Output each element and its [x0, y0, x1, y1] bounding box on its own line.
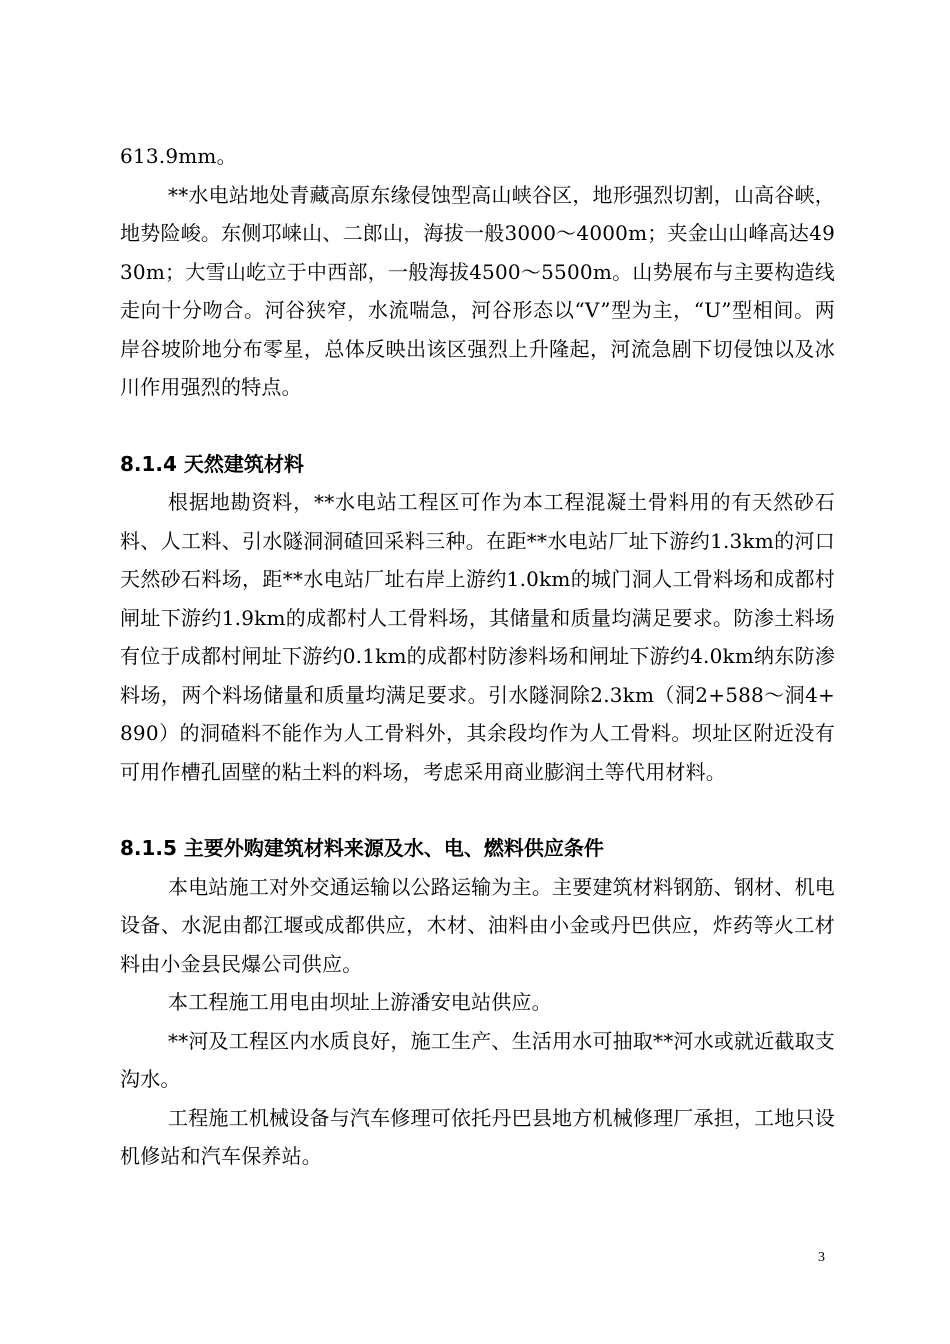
paragraph-natural-materials: 根据地勘资料，**水电站工程区可作为本工程混凝土骨料用的有天然砂石料、人工料、引水隧洞洞碴回采料三种。在距**水电站厂址下游约1.3km的河口天然砂石料场，距**水电站厂址右岸上游约1.0km的城门洞人工骨料场和成都村闸址下游约1.9km的成都村人工骨料场，其储量和质量均满足要求。防渗土料场有位于成都村闸址下游约0.1km的成都村防渗料场和闸址下游约4.0km纳东防渗料场，两个料场储量和质量均满足要求。引水隧洞除2.3km（洞2+588～洞4+890）的洞碴料不能作为人工骨料外，其余段均作为人工骨料。坝址区附近没有可用作槽孔固壁的粘土料的料场，考虑采用商业膨润土等代用材料。	[120, 490, 835, 784]
section-heading-8-1-4: 8.1.4 天然建筑材料	[120, 451, 304, 476]
paragraph-topography: **水电站地处青藏高原东缘侵蚀型高山峡谷区，地形强烈切割，山高谷峡，地势险峻。东侧邛崃山、二郎山，海拔一般3000～4000m；夹金山山峰高达4930m；大雪山屹立于中西部，一般海拔4500～5500m。山势展布与主要构造线走向十分吻合。河谷狭窄，水流喘急，河谷形态以“V”型为主，“U”型相间。两岸谷坡阶地分布零星，总体反映出该区强烈上升隆起，河流急剧下切侵蚀以及冰川作用强烈的特点。	[120, 182, 835, 399]
page-number: 3	[818, 1250, 825, 1265]
document-body	[120, 137, 835, 1176]
section-heading-8-1-5: 8.1.5 主要外购建筑材料来源及水、电、燃料供应条件	[120, 836, 604, 860]
paragraph-power-supply: 本工程施工用电由坝址上游潘安电站供应。	[168, 990, 552, 1014]
paragraph-water-supply: **河及工程区内水质良好，施工生产、生活用水可抽取**河水或就近截取支沟水。	[120, 1028, 835, 1091]
paragraph-machinery-repair: 工程施工机械设备与汽车修理可依托丹巴县地方机械修理厂承担，工地只设机修站和汽车保养站。	[120, 1105, 835, 1168]
paragraph-transport-supply: 本电站施工对外交通运输以公路运输为主。主要建筑材料钢筋、钢材、机电设备、水泥由都江堰或成都供应，木材、油料由小金或丹巴供应，炸药等火工材料由小金县民爆公司供应。	[120, 874, 835, 976]
paragraph-continued-rainfall: 613.9mm。	[120, 144, 237, 168]
